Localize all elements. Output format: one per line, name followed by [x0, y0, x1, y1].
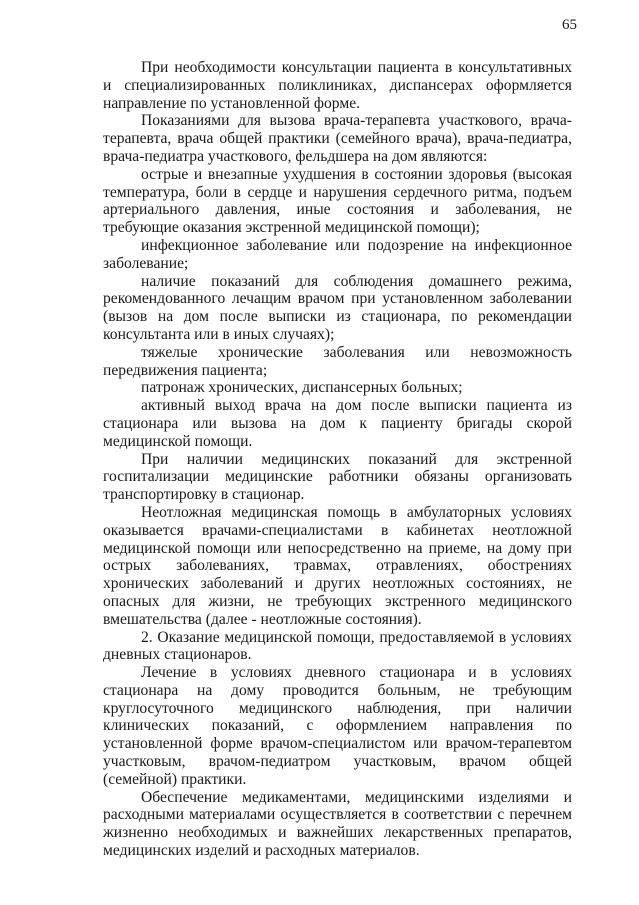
paragraph-day-hospital-treatment: Лечение в условиях дневного стационара и в условиях стационара на дому проводится больным, не требующим круглосуточного медицинского наблюдения, при наличии клинических показаний, с оформлением направления по установленной форме врачом-специалистом или врачом-терапевтом участковым, врачом-педиатром участковым, врачом общей (семейной) практики.: [103, 664, 572, 788]
paragraph-home-regime: наличие показаний для соблюдения домашнего режима, рекомендованного лечащим врачом при установленном заболевании (вызов на дом после выписки из стационара, по рекомендации консультанта или в иных случаях);: [103, 272, 572, 343]
paragraph-patronage: патронаж хронических, диспансерных больных;: [141, 379, 463, 397]
paragraph-day-hospital-heading: 2. Оказание медицинской помощи, предоставляемой в условиях дневных стационаров.: [103, 628, 572, 664]
paragraph-acute-deterioration: острые и внезапные ухудшения в состоянии здоровья (высокая температура, боли в сердце и нарушения сердечного ритма, подъем артериального давления, иные состояния и заболевания, не требующие оказания экстренной медицинской помощи);: [103, 165, 572, 237]
paragraph-consultation-referral: При необходимости консультации пациента в консультативных и специализированных поликлиниках, диспансерах оформляется направление по установленной форме.: [103, 59, 572, 112]
page-number: 65: [562, 17, 577, 33]
paragraph-active-visit: активный выход врача на дом после выписки пациента из стационара или вызова на дом к пациенту бригады скорой медицинской помощи.: [103, 397, 572, 450]
paragraph-emergency-hospitalization: При наличии медицинских показаний для экстренной госпитализации медицинские работники обязаны организовать транспортировку в стационар.: [103, 450, 572, 504]
paragraph-urgent-care: Неотложная медицинская помощь в амбулаторных условиях оказывается врачами-специалистами в кабинетах неотложной медицинской помощи или непосредственно на приеме, на дому при острых заболеваниях, травмах, отравлениях, обострениях хронических заболеваний и других неотложных состояниях, не опасных для жизни, не требующих экстренного медицинского вмешательства (далее - неотложные состояния).: [103, 503, 572, 628]
paragraph-medication-supply: Обеспечение медикаментами, медицинскими изделиями и расходными материалами осуществляется в соответствии с перечнем жизненно необходимых и важнейших лекарственных препаратов, медицинских изделий и расходных материалов.: [103, 788, 572, 860]
paragraph-home-visit-indications: Показаниями для вызова врача-терапевта участкового, врача-терапевта, врача общей практики (семейного врача), врача-педиатра, врача-педиатра участкового, фельдшера на дом являются:: [103, 112, 572, 165]
paragraph-infectious-disease: инфекционное заболевание или подозрение на инфекционное заболевание;: [103, 236, 572, 272]
paragraph-chronic-disease: тяжелые хронические заболевания или невозможность передвижения пациента;: [103, 343, 572, 379]
document-body: [103, 59, 572, 860]
